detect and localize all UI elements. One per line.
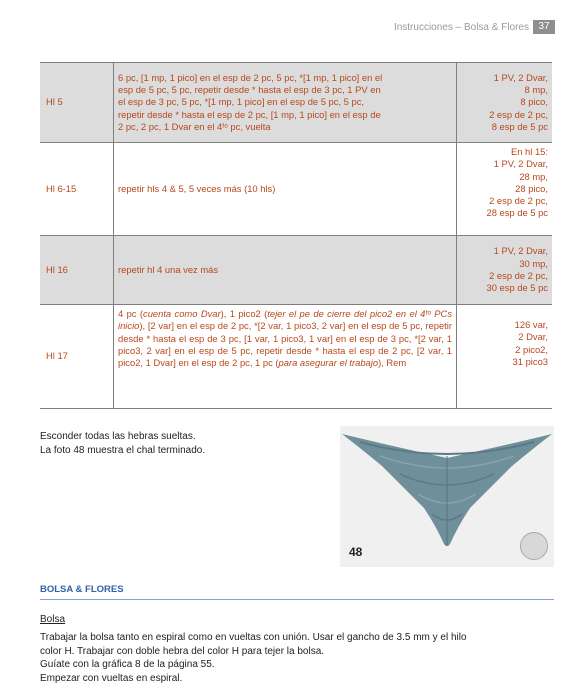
row-label: Hl 16	[40, 236, 114, 304]
section-divider	[40, 599, 554, 600]
row-instruction: 4 pc (cuenta como Dvar), 1 pico2 (tejer el pe de cierre del pico2 en el 4ᵗᵒ PCs inicio), [2 var] en el esp de 2 pc, *[2 var, 1 pico3, 2 var] en el esp de 5 pc, repetir desde * hasta el esp de 3 pc, [1 var, 1 pico3, 1 var] en el esp de 3 pc, *[2 var, 1 pico3, 2 var] en el esp de 5 pc, repetir desde * hasta el esp de 2 pc, [2 var, 1 pico2, 1 Dvar] en el esp de 2 pc, 1 pc (para asegurar el trabajo), Rem	[114, 305, 457, 408]
pattern-table	[40, 62, 552, 409]
table-row	[40, 305, 552, 408]
finishing-text: Esconder todas las hebras sueltas. La foto 48 muestra el chal terminado.	[40, 431, 206, 456]
row-count: 126 var, 2 Dvar, 2 pico2, 31 pico3	[512, 319, 548, 367]
row-count: 1 PV, 2 Dvar, 8 mp, 8 pico, 2 esp de 2 pc, 8 esp de 5 pc	[489, 71, 548, 132]
page-header	[0, 20, 581, 36]
page-number: 37	[533, 20, 555, 34]
row-label: Hl 6-15	[40, 143, 114, 235]
row-label: Hl 5	[40, 63, 114, 142]
subsection-title: Bolsa	[40, 614, 66, 625]
photo-number: 48	[349, 545, 363, 559]
shawl-photo	[340, 426, 554, 567]
row-count: En hl 15: 1 PV, 2 Dvar, 28 mp, 28 pico, 2 esp de 2 pc, 28 esp de 5 pc	[486, 146, 548, 219]
row-instruction: repetir hls 4 & 5, 5 veces más (10 hls)	[114, 143, 457, 235]
row-count: 1 PV, 2 Dvar, 30 mp, 2 esp de 2 pc, 30 esp de 5 pc	[486, 245, 548, 294]
row-label: Hl 17	[40, 305, 114, 408]
header-title: Instrucciones – Bolsa & Flores	[393, 22, 529, 33]
row-instruction: 6 pc, [1 mp, 1 pico] en el esp de 2 pc, 5 pc, *[1 mp, 1 pico] en el esp de 5 pc, 5 pc, repetir desde * hasta el esp de 3 pc, 1 PV en el esp de 3 pc, 5 pc, *[1 mp, 1 pico] en el esp de 5 pc, 5 pc, repetir desde * hasta el esp de 2 pc, [1 mp, 1 pico] en el esp de 2 pc, 2 pc, 1 Dvar en el 4ᵗᵒ pc, vuelta	[114, 63, 457, 142]
table-row	[40, 143, 552, 236]
row-instruction: repetir hl 4 una vez más	[114, 236, 457, 304]
table-row	[40, 236, 552, 305]
bolsa-instructions: Trabajar la bolsa tanto en espiral como en vueltas con unión. Usar el gancho de 3.5 mm y el hilo color H. Trabajar con doble hebra del color H para tejer la bolsa. Guíate con la gráfica 8 de la página 55. Empezar con vueltas en espiral.	[40, 632, 467, 684]
table-row	[40, 63, 552, 143]
brand-logo	[520, 532, 548, 560]
section-title: BOLSA & FLORES	[40, 584, 124, 595]
